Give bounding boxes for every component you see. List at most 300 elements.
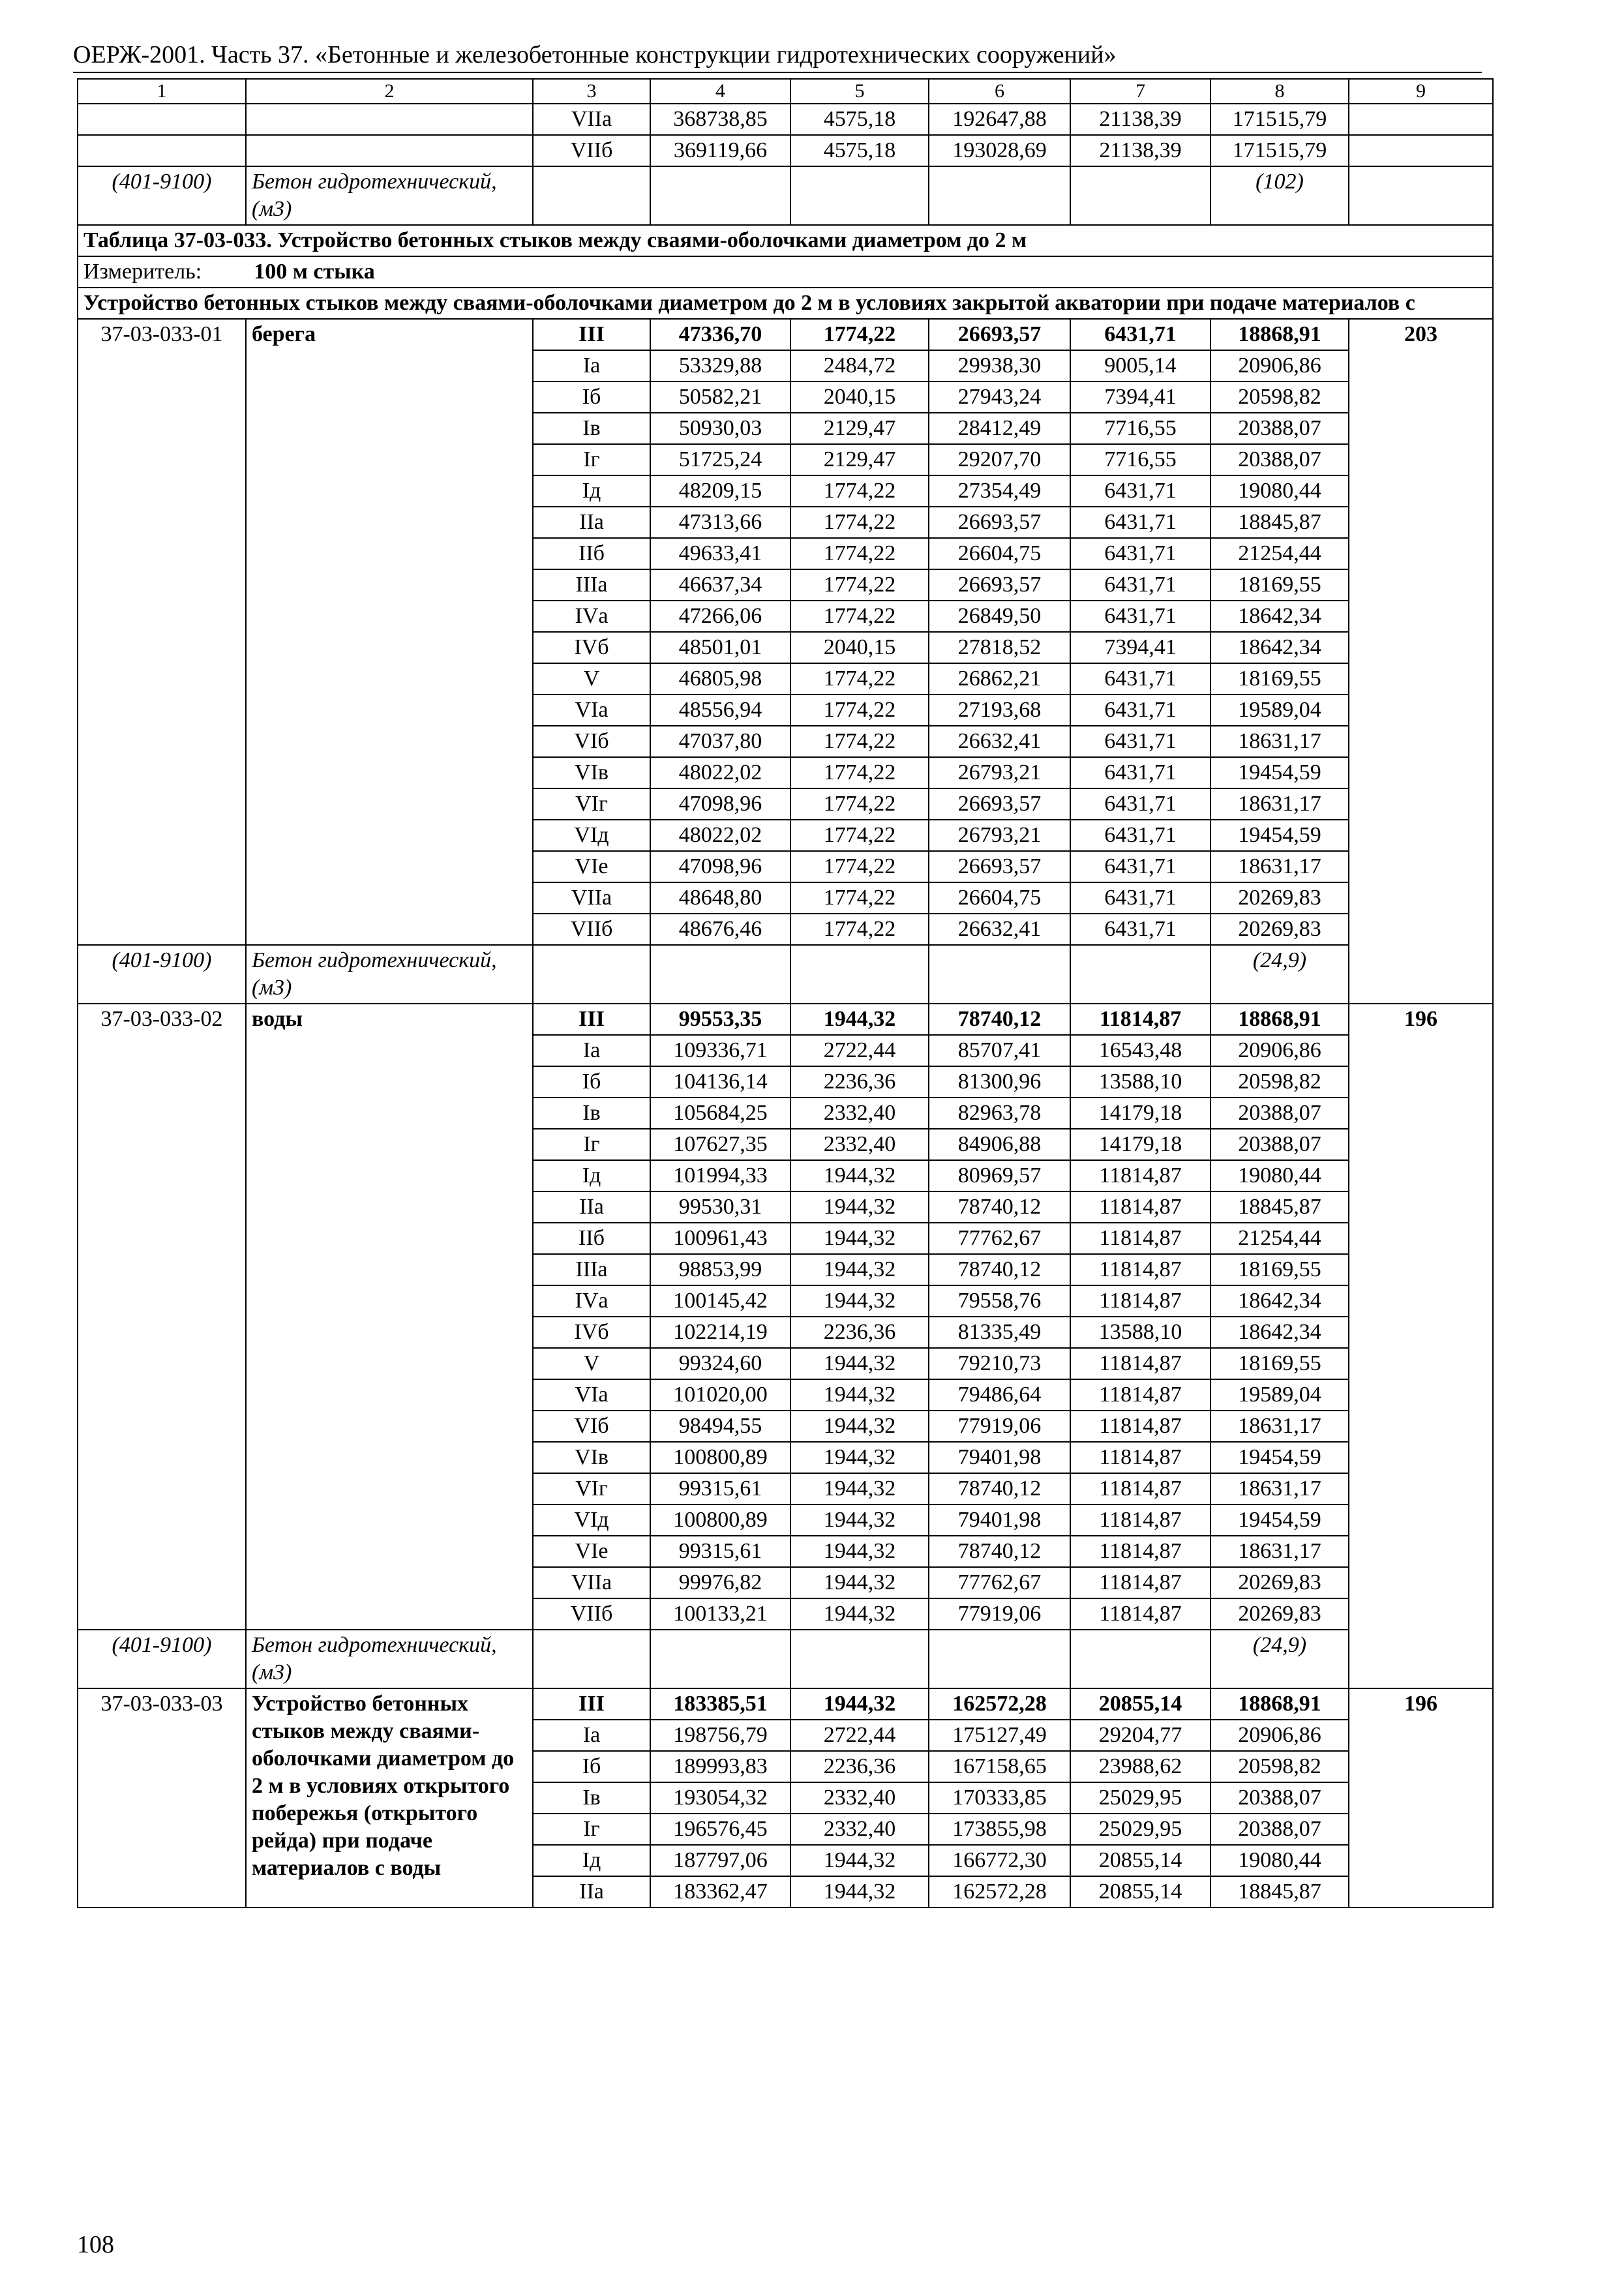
value-cell: 1944,32 [790, 1598, 929, 1630]
column-number: 2 [246, 79, 533, 104]
value-cell: 1944,32 [790, 1160, 929, 1191]
zone-cell: IVб [533, 632, 650, 663]
value-cell: 11814,87 [1070, 1598, 1210, 1630]
value-cell: 19454,59 [1210, 1442, 1349, 1473]
value-cell: 25029,95 [1070, 1814, 1210, 1845]
name-cell [246, 104, 533, 135]
zone-cell: IVа [533, 601, 650, 632]
value-cell: 1774,22 [790, 788, 929, 820]
value-cell: 21254,44 [1210, 538, 1349, 569]
value-cell: 6431,71 [1070, 851, 1210, 882]
value-cell: 19080,44 [1210, 1845, 1349, 1876]
value-cell: 18169,55 [1210, 569, 1349, 601]
value-cell: 369119,66 [650, 135, 790, 166]
value-cell: 47313,66 [650, 507, 790, 538]
value-cell: 48501,01 [650, 632, 790, 663]
value-cell: 183385,51 [650, 1688, 790, 1720]
value-cell: 2129,47 [790, 413, 929, 444]
value-cell: 11814,87 [1070, 1379, 1210, 1411]
value-cell: 1944,32 [790, 1876, 929, 1908]
value-cell: 99315,61 [650, 1536, 790, 1567]
value-cell: 11814,87 [1070, 1285, 1210, 1317]
value-cell: 187797,06 [650, 1845, 790, 1876]
value-cell: 21254,44 [1210, 1223, 1349, 1254]
zone-cell: Iа [533, 1720, 650, 1751]
empty-cell [533, 945, 650, 1004]
value-cell: 11814,87 [1070, 1536, 1210, 1567]
zone-cell: VIе [533, 851, 650, 882]
empty-cell [1070, 166, 1210, 225]
zone-cell: IIа [533, 1876, 650, 1908]
value-cell: 11814,87 [1070, 1442, 1210, 1473]
value-cell: 20598,82 [1210, 1751, 1349, 1782]
value-cell: 20388,07 [1210, 444, 1349, 475]
value-cell: 104136,14 [650, 1066, 790, 1098]
value-cell: 11814,87 [1070, 1348, 1210, 1379]
header-rule [73, 72, 1482, 73]
value-cell: 1944,32 [790, 1567, 929, 1598]
zone-cell: VIа [533, 1379, 650, 1411]
value-cell: 11814,87 [1070, 1254, 1210, 1285]
value-cell: 48676,46 [650, 914, 790, 945]
value-cell: 368738,85 [650, 104, 790, 135]
value-cell: 50582,21 [650, 382, 790, 413]
value-cell: 175127,49 [929, 1720, 1070, 1751]
value-cell: 1944,32 [790, 1379, 929, 1411]
zone-cell: VIб [533, 1411, 650, 1442]
value-cell: 21138,39 [1070, 135, 1210, 166]
value-cell: 19454,59 [1210, 757, 1349, 788]
value-cell: 1774,22 [790, 319, 929, 350]
value-cell: 14179,18 [1070, 1129, 1210, 1160]
zone-cell: Iб [533, 382, 650, 413]
value-cell: 2129,47 [790, 444, 929, 475]
resource-code: (401-9100) [78, 945, 246, 1004]
table-row [78, 319, 1493, 350]
value-cell: 21138,39 [1070, 104, 1210, 135]
value-cell: 27818,52 [929, 632, 1070, 663]
table-row [78, 1688, 1493, 1720]
value-cell: 84906,88 [929, 1129, 1070, 1160]
value-cell: 26849,50 [929, 601, 1070, 632]
column-number: 7 [1070, 79, 1210, 104]
value-cell: 79401,98 [929, 1504, 1070, 1536]
value-cell: 26604,75 [929, 882, 1070, 914]
page-header: ОЕРЖ-2001. Часть 37. «Бетонные и железобетонные конструкции гидротехнических сооружений» [73, 41, 1117, 68]
rate-name: берега [246, 319, 533, 945]
zone-cell: III [533, 319, 650, 350]
zone-cell: IIб [533, 1223, 650, 1254]
value-cell: 78740,12 [929, 1191, 1070, 1223]
value-cell: 79401,98 [929, 1442, 1070, 1473]
value-cell: 11814,87 [1070, 1160, 1210, 1191]
value-cell: 79558,76 [929, 1285, 1070, 1317]
value-cell: 11814,87 [1070, 1504, 1210, 1536]
estimate-table [77, 78, 1494, 1908]
value-cell: 77919,06 [929, 1598, 1070, 1630]
zone-cell: VIIб [533, 1598, 650, 1630]
value-cell: 1774,22 [790, 695, 929, 726]
value-cell: 6431,71 [1070, 882, 1210, 914]
value-cell: 170333,85 [929, 1782, 1070, 1814]
value-cell: 7394,41 [1070, 382, 1210, 413]
value-cell: 26693,57 [929, 569, 1070, 601]
value-cell: 80969,57 [929, 1160, 1070, 1191]
resource-note-row [78, 945, 1493, 1004]
value-cell: 6431,71 [1070, 726, 1210, 757]
value-cell: 6431,71 [1070, 319, 1210, 350]
meter-label: Измеритель: [83, 260, 202, 284]
value-cell: 162572,28 [929, 1876, 1070, 1908]
value-cell: 20269,83 [1210, 882, 1349, 914]
zone-cell: Iв [533, 1782, 650, 1814]
value-cell: 81335,49 [929, 1317, 1070, 1348]
column-number: 4 [650, 79, 790, 104]
resource-name: Бетон гидротехнический, (м3) [246, 166, 533, 225]
value-cell: 11814,87 [1070, 1223, 1210, 1254]
value-cell: 173855,98 [929, 1814, 1070, 1845]
value-cell: 4575,18 [790, 135, 929, 166]
value-cell: 20269,83 [1210, 1567, 1349, 1598]
value-cell: 6431,71 [1070, 663, 1210, 695]
zone-cell: VIIа [533, 1567, 650, 1598]
value-cell: 20598,82 [1210, 382, 1349, 413]
value-cell: 18642,34 [1210, 1285, 1349, 1317]
value-cell: 85707,41 [929, 1035, 1070, 1066]
coef-cell [1349, 135, 1493, 166]
rate-code: 37-03-033-03 [78, 1688, 246, 1908]
value-cell: 11814,87 [1070, 1004, 1210, 1035]
value-cell: 78740,12 [929, 1473, 1070, 1504]
zone-cell: Iв [533, 413, 650, 444]
value-cell: 20388,07 [1210, 1814, 1349, 1845]
zone-cell: Iб [533, 1751, 650, 1782]
value-cell: 1774,22 [790, 851, 929, 882]
zone-cell: IIIа [533, 1254, 650, 1285]
zone-cell: IIб [533, 538, 650, 569]
value-cell: 196576,45 [650, 1814, 790, 1845]
zone-cell: Iд [533, 1160, 650, 1191]
value-cell: 26793,21 [929, 757, 1070, 788]
zone-cell: VIд [533, 1504, 650, 1536]
value-cell: 26632,41 [929, 726, 1070, 757]
coef-cell [1349, 104, 1493, 135]
value-cell: 1944,32 [790, 1223, 929, 1254]
value-cell: 99530,31 [650, 1191, 790, 1223]
value-cell: 48648,80 [650, 882, 790, 914]
zone-cell: VIд [533, 820, 650, 851]
value-cell: 192647,88 [929, 104, 1070, 135]
value-cell: 18631,17 [1210, 1473, 1349, 1504]
value-cell: 1944,32 [790, 1191, 929, 1223]
value-cell: 26693,57 [929, 851, 1070, 882]
value-cell: 171515,79 [1210, 135, 1349, 166]
value-cell: 7716,55 [1070, 413, 1210, 444]
value-cell: 189993,83 [650, 1751, 790, 1782]
resource-code: (401-9100) [78, 166, 246, 225]
value-cell: 101994,33 [650, 1160, 790, 1191]
zone-cell: IVа [533, 1285, 650, 1317]
table-row [78, 135, 1493, 166]
coef-cell: 196 [1349, 1004, 1493, 1688]
value-cell: 2722,44 [790, 1720, 929, 1751]
value-cell: 20598,82 [1210, 1066, 1349, 1098]
zone-cell: IVб [533, 1317, 650, 1348]
value-cell: 19589,04 [1210, 1379, 1349, 1411]
zone-cell: VIIа [533, 104, 650, 135]
value-cell: 100133,21 [650, 1598, 790, 1630]
value-cell: 78740,12 [929, 1536, 1070, 1567]
value-cell: 18169,55 [1210, 663, 1349, 695]
value-cell: 1774,22 [790, 538, 929, 569]
value-cell: 19454,59 [1210, 820, 1349, 851]
column-number: 3 [533, 79, 650, 104]
value-cell: 98494,55 [650, 1411, 790, 1442]
value-cell: 2722,44 [790, 1035, 929, 1066]
empty-cell [790, 166, 929, 225]
value-cell: 48209,15 [650, 475, 790, 507]
value-cell: 1774,22 [790, 569, 929, 601]
zone-cell: VIе [533, 1536, 650, 1567]
value-cell: 14179,18 [1070, 1098, 1210, 1129]
value-cell: 100961,43 [650, 1223, 790, 1254]
value-cell: 2484,72 [790, 350, 929, 382]
value-cell: 26693,57 [929, 319, 1070, 350]
zone-cell: VIг [533, 788, 650, 820]
zone-cell: VIIб [533, 914, 650, 945]
value-cell: 171515,79 [1210, 104, 1349, 135]
empty-cell [790, 945, 929, 1004]
value-cell: 26604,75 [929, 538, 1070, 569]
value-cell: 99976,82 [650, 1567, 790, 1598]
value-cell: 26693,57 [929, 788, 1070, 820]
resource-name: Бетон гидротехнический, (м3) [246, 1630, 533, 1688]
value-cell: 27193,68 [929, 695, 1070, 726]
rate-code: 37-03-033-01 [78, 319, 246, 945]
value-cell: 11814,87 [1070, 1191, 1210, 1223]
value-cell: 47266,06 [650, 601, 790, 632]
column-number: 1 [78, 79, 246, 104]
value-cell: 18631,17 [1210, 1536, 1349, 1567]
code-cell [78, 135, 246, 166]
value-cell: 20388,07 [1210, 413, 1349, 444]
value-cell: 99553,35 [650, 1004, 790, 1035]
value-cell: 6431,71 [1070, 601, 1210, 632]
rate-code: 37-03-033-02 [78, 1004, 246, 1630]
value-cell: 18642,34 [1210, 601, 1349, 632]
value-cell: 2236,36 [790, 1066, 929, 1098]
column-number: 8 [1210, 79, 1349, 104]
value-cell: 4575,18 [790, 104, 929, 135]
value-cell: 1774,22 [790, 914, 929, 945]
empty-cell [533, 1630, 650, 1688]
value-cell: 18642,34 [1210, 1317, 1349, 1348]
value-cell: 16543,48 [1070, 1035, 1210, 1066]
value-cell: 6431,71 [1070, 475, 1210, 507]
value-cell: 18631,17 [1210, 788, 1349, 820]
value-cell: 100800,89 [650, 1504, 790, 1536]
value-cell: 18868,91 [1210, 319, 1349, 350]
value-cell: 18845,87 [1210, 1191, 1349, 1223]
value-cell: 1944,32 [790, 1845, 929, 1876]
value-cell: 26862,21 [929, 663, 1070, 695]
value-cell: 1774,22 [790, 507, 929, 538]
zone-cell: V [533, 1348, 650, 1379]
resource-value: (24,9) [1210, 945, 1349, 1004]
page-number: 108 [77, 2231, 114, 2258]
value-cell: 50930,03 [650, 413, 790, 444]
value-cell: 20269,83 [1210, 914, 1349, 945]
value-cell: 29204,77 [1070, 1720, 1210, 1751]
meter-cell [78, 256, 1493, 288]
value-cell: 1944,32 [790, 1285, 929, 1317]
value-cell: 26632,41 [929, 914, 1070, 945]
value-cell: 11814,87 [1070, 1411, 1210, 1442]
zone-cell: Iв [533, 1098, 650, 1129]
value-cell: 77919,06 [929, 1411, 1070, 1442]
value-cell: 6431,71 [1070, 569, 1210, 601]
value-cell: 78740,12 [929, 1004, 1070, 1035]
zone-cell: Iг [533, 444, 650, 475]
zone-cell: Iг [533, 1129, 650, 1160]
value-cell: 47336,70 [650, 319, 790, 350]
value-cell: 198756,79 [650, 1720, 790, 1751]
resource-note-row [78, 1630, 1493, 1688]
value-cell: 1944,32 [790, 1504, 929, 1536]
empty-cell [1349, 166, 1493, 225]
value-cell: 18169,55 [1210, 1348, 1349, 1379]
resource-code: (401-9100) [78, 1630, 246, 1688]
value-cell: 20269,83 [1210, 1598, 1349, 1630]
value-cell: 1774,22 [790, 757, 929, 788]
empty-cell [650, 166, 790, 225]
zone-cell: Iа [533, 1035, 650, 1066]
value-cell: 2236,36 [790, 1317, 929, 1348]
meter-row [78, 256, 1493, 288]
meter-value: 100 м стыка [254, 260, 375, 284]
rate-name: Устройство бетонных стыков между сваями-оболочками диаметром до 2 м в условиях открытого побережья (открытого рейда) при подаче материалов с воды [246, 1688, 533, 1908]
value-cell: 1944,32 [790, 1254, 929, 1285]
value-cell: 20855,14 [1070, 1876, 1210, 1908]
value-cell: 27354,49 [929, 475, 1070, 507]
value-cell: 100145,42 [650, 1285, 790, 1317]
value-cell: 18169,55 [1210, 1254, 1349, 1285]
value-cell: 18845,87 [1210, 507, 1349, 538]
zone-cell: III [533, 1688, 650, 1720]
zone-cell: Iб [533, 1066, 650, 1098]
value-cell: 26793,21 [929, 820, 1070, 851]
value-cell: 100800,89 [650, 1442, 790, 1473]
value-cell: 29207,70 [929, 444, 1070, 475]
value-cell: 2236,36 [790, 1751, 929, 1782]
value-cell: 7716,55 [1070, 444, 1210, 475]
value-cell: 28412,49 [929, 413, 1070, 444]
value-cell: 6431,71 [1070, 820, 1210, 851]
zone-cell: VIIб [533, 135, 650, 166]
value-cell: 25029,95 [1070, 1782, 1210, 1814]
empty-cell [1070, 945, 1210, 1004]
value-cell: 78740,12 [929, 1254, 1070, 1285]
column-numbers-row [78, 79, 1493, 104]
value-cell: 1944,32 [790, 1004, 929, 1035]
value-cell: 13588,10 [1070, 1317, 1210, 1348]
table-title-row [78, 225, 1493, 256]
value-cell: 20906,86 [1210, 1720, 1349, 1751]
value-cell: 2332,40 [790, 1782, 929, 1814]
value-cell: 47098,96 [650, 851, 790, 882]
zone-cell: Iд [533, 475, 650, 507]
table-title: Таблица 37-03-033. Устройство бетонных стыков между сваями-оболочками диаметром до 2 м [78, 225, 1493, 256]
value-cell: 1944,32 [790, 1348, 929, 1379]
coef-cell: 196 [1349, 1688, 1493, 1908]
value-cell: 99315,61 [650, 1473, 790, 1504]
value-cell: 18845,87 [1210, 1876, 1349, 1908]
value-cell: 109336,71 [650, 1035, 790, 1066]
value-cell: 166772,30 [929, 1845, 1070, 1876]
zone-cell: IIа [533, 507, 650, 538]
resource-value: (102) [1210, 166, 1349, 225]
value-cell: 49633,41 [650, 538, 790, 569]
value-cell: 20388,07 [1210, 1782, 1349, 1814]
value-cell: 18631,17 [1210, 851, 1349, 882]
coef-cell: 203 [1349, 319, 1493, 1004]
value-cell: 99324,60 [650, 1348, 790, 1379]
value-cell: 167158,65 [929, 1751, 1070, 1782]
value-cell: 48022,02 [650, 820, 790, 851]
zone-cell: VIа [533, 695, 650, 726]
value-cell: 193028,69 [929, 135, 1070, 166]
value-cell: 77762,67 [929, 1567, 1070, 1598]
zone-cell: VIб [533, 726, 650, 757]
resource-value: (24,9) [1210, 1630, 1349, 1688]
value-cell: 2332,40 [790, 1129, 929, 1160]
zone-cell: VIIа [533, 882, 650, 914]
code-cell [78, 104, 246, 135]
empty-cell [650, 1630, 790, 1688]
value-cell: 2332,40 [790, 1098, 929, 1129]
value-cell: 6431,71 [1070, 695, 1210, 726]
empty-cell [1070, 1630, 1210, 1688]
value-cell: 82963,78 [929, 1098, 1070, 1129]
empty-cell [790, 1630, 929, 1688]
value-cell: 6431,71 [1070, 507, 1210, 538]
value-cell: 53329,88 [650, 350, 790, 382]
value-cell: 46805,98 [650, 663, 790, 695]
value-cell: 6431,71 [1070, 538, 1210, 569]
value-cell: 1774,22 [790, 475, 929, 507]
value-cell: 51725,24 [650, 444, 790, 475]
value-cell: 1944,32 [790, 1442, 929, 1473]
zone-cell: VIв [533, 757, 650, 788]
value-cell: 1944,32 [790, 1411, 929, 1442]
value-cell: 13588,10 [1070, 1066, 1210, 1098]
value-cell: 81300,96 [929, 1066, 1070, 1098]
value-cell: 101020,00 [650, 1379, 790, 1411]
value-cell: 1774,22 [790, 882, 929, 914]
value-cell: 19080,44 [1210, 475, 1349, 507]
value-cell: 1944,32 [790, 1688, 929, 1720]
zone-cell: Iа [533, 350, 650, 382]
table-row [78, 104, 1493, 135]
resource-note-row [78, 166, 1493, 225]
value-cell: 107627,35 [650, 1129, 790, 1160]
value-cell: 2040,15 [790, 382, 929, 413]
value-cell: 1774,22 [790, 601, 929, 632]
value-cell: 6431,71 [1070, 757, 1210, 788]
name-cell [246, 135, 533, 166]
value-cell: 6431,71 [1070, 788, 1210, 820]
zone-cell: IIа [533, 1191, 650, 1223]
